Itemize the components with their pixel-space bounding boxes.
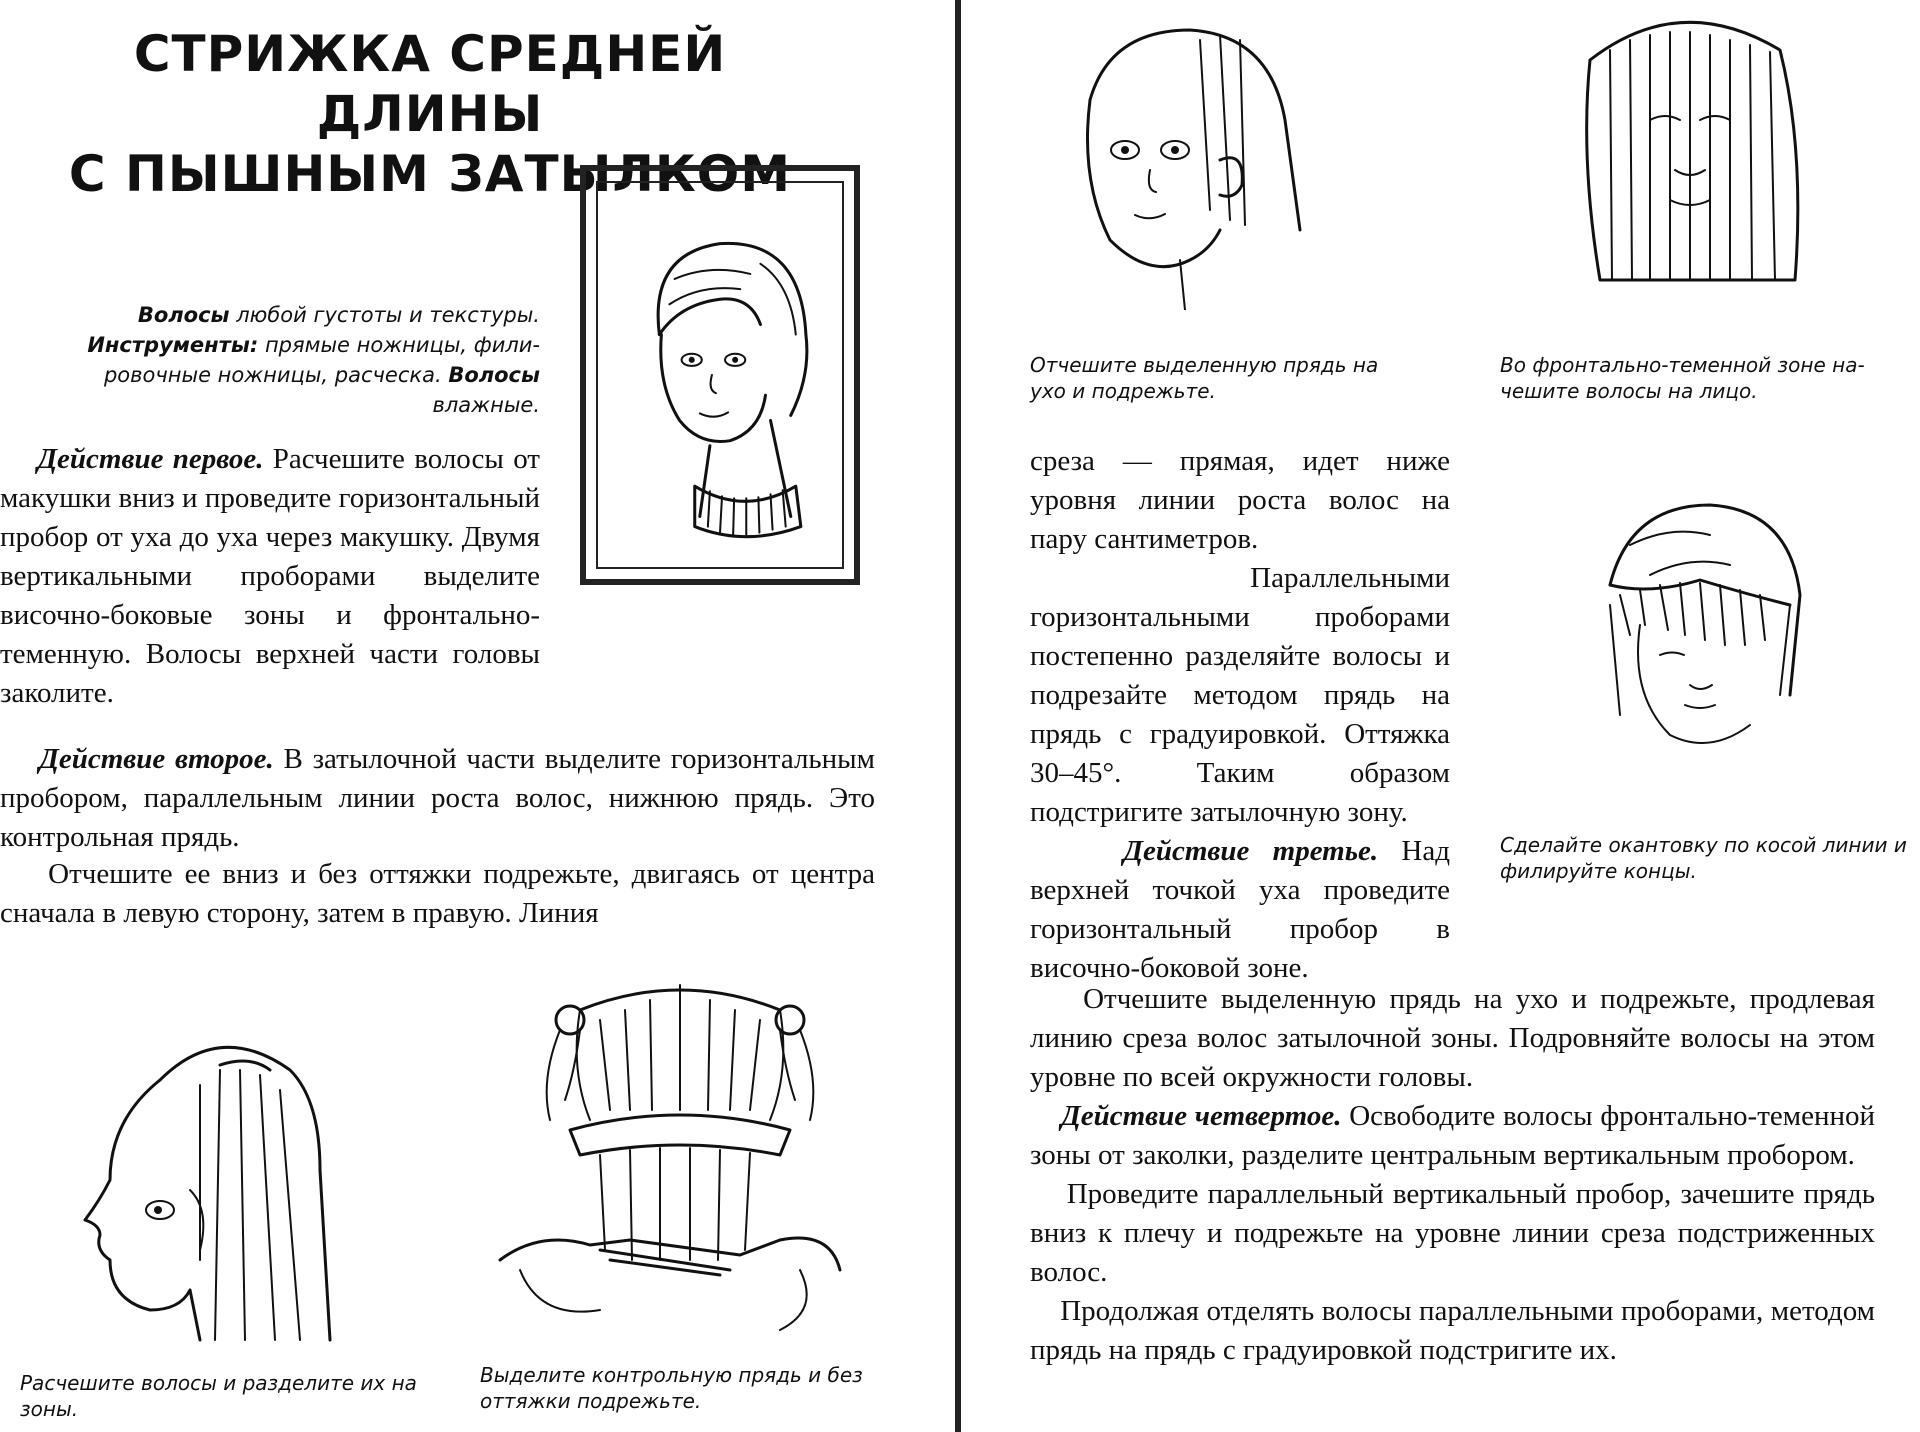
profile-sectioning-illustration	[40, 1010, 360, 1360]
caption-profile: Расчешите волосы и разделите их на зоны.	[20, 1371, 417, 1421]
caption-front: Во фронтально-теменной зоне на-чешите волосы на лицо.	[1500, 353, 1865, 403]
title-line-2: С ПЫШНЫМ ЗАТЫЛКОМ	[68, 145, 792, 203]
step4-text: Освободите волосы фронтально-теменной зоны от заколки, разделите центральным вертикальным пробором.	[1030, 1100, 1876, 1171]
back-control-strand-illustration	[480, 970, 880, 1340]
step3-lead: Действие третье.	[1123, 835, 1379, 867]
caption-ear: Отчешите выделенную прядь на ухо и подрежьте.	[1030, 353, 1379, 403]
bevel-cut-drawing	[1550, 485, 1840, 765]
right-column-text	[1030, 442, 1450, 832]
step2-cont-text: Отчешите ее вниз и без оттяжки подрежьте, двигаясь от центра сначала в левую сторону, затем в правую. Линия	[0, 858, 876, 929]
tools-text: прямые ножницы, фили-ровочные ножницы, расческа.	[103, 333, 540, 387]
finished-haircut-drawing	[598, 183, 842, 567]
back-head-drawing	[480, 970, 880, 1340]
step1-paragraph	[0, 440, 540, 713]
ear-strand-drawing	[1070, 10, 1320, 310]
step3-text: Над верхней точкой уха проведите горизонтальный пробор в височно-боковой зоне.	[1030, 835, 1450, 984]
ear-strand-illustration	[1070, 10, 1320, 310]
title-line-1: СТРИЖКА СРЕДНЕЙ ДЛИНЫ	[133, 25, 727, 143]
para-parallel: Проведите параллельный вертикальный пробор, зачешите прядь вниз к плечу и подрежьте на уровне линии среза подстриженных волос.	[1030, 1178, 1875, 1288]
caption-bevel: Сделайте окантовку по косой линии и филируйте концы.	[1500, 833, 1907, 883]
intro-block	[0, 300, 540, 420]
right-page	[960, 0, 1920, 1432]
hair2-text: влажные.	[432, 393, 540, 417]
bevel-cut-illustration	[1550, 485, 1840, 765]
hair2-label: Волосы	[448, 363, 540, 387]
col-text1: среза — прямая, идет ниже уровня линии роста волос на пару сантиметров.	[1030, 445, 1450, 555]
step2-lead: Действие второе.	[39, 743, 274, 775]
step4-lead: Действие четвертое.	[1060, 1100, 1342, 1132]
step3-paragraph	[1030, 832, 1450, 988]
hair-text: любой густоты и текстуры.	[236, 303, 540, 327]
face-combed-illustration	[1540, 0, 1830, 310]
step2-text: В затылочной части выделите горизонтальным пробором, параллельным линии роста волос, нижнюю прядь. Это контрольная прядь.	[0, 743, 876, 853]
para-final: Продолжая отделять волосы параллельными проборами, методом прядь на прядь с градуировкой подстригите их.	[1030, 1295, 1875, 1366]
step1-lead: Действие первое.	[37, 443, 264, 475]
hair-label: Волосы	[137, 303, 230, 327]
col-text2: Параллельными горизонтальными проборами постепенно разделяйте волосы и подрезайте методом прядь на прядь с градуировкой. Оттяжка 30–45°. Таким образом подстригите затылочную зону.	[1030, 562, 1450, 828]
face-combed-drawing	[1540, 0, 1830, 310]
caption-back: Выделите контрольную прядь и без оттяжки подрежьте.	[480, 1363, 863, 1413]
para-ear: Отчешите выделенную прядь на ухо и подрежьте, продлевая линию среза волос затылочной зоны. Подровняйте волосы на этом уровне по всей окружности головы.	[1030, 983, 1876, 1093]
step2-paragraph	[0, 740, 875, 857]
framed-portrait-illustration	[580, 165, 860, 585]
profile-head-drawing	[40, 1010, 360, 1360]
step1-text: Расчешите волосы от макушки вниз и проведите горизонтальный пробор от уха до уха через макушку. Двумя вертикальными проборами выделите височно-боковые зоны и фронтально-теменную. Волосы верхней части головы заколите.	[0, 443, 540, 709]
step2-continuation	[0, 855, 875, 933]
lower-text-block	[1030, 980, 1875, 1370]
tools-label: Инструменты:	[87, 333, 259, 357]
